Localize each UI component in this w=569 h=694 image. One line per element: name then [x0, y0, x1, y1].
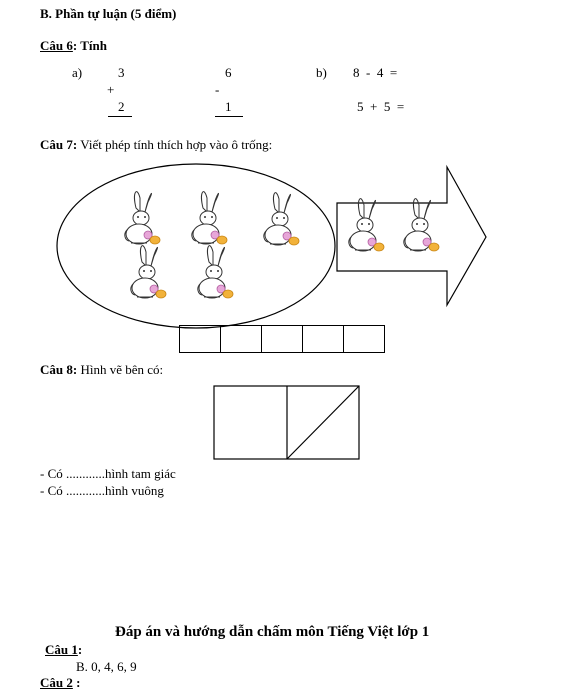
answer-q2-label: Câu 2 — [40, 675, 73, 690]
answer-box[interactable] — [343, 325, 385, 353]
section-b-title: B. Phần tự luận (5 điểm) — [40, 6, 177, 21]
answer-q2-colon: : — [72, 675, 81, 690]
q6-part-a: a) — [72, 65, 83, 80]
q6-expression-1: 8 - 4 = — [353, 65, 398, 80]
rabbit-icon — [404, 199, 439, 251]
answer-key-title: Đáp án và hướng dẫn chấm môn Tiếng Việt lớp 1 — [115, 624, 430, 640]
q6-label: Câu 6 — [40, 38, 73, 53]
q6-expression-2: 5 + 5 = — [357, 99, 405, 114]
answer-box[interactable] — [179, 325, 221, 353]
rabbit-icon — [131, 246, 166, 298]
q7-label: Câu 7: — [40, 137, 78, 152]
answer-box[interactable] — [220, 325, 262, 353]
q7-text: Viết phép tính thích hợp vào ô trống: — [77, 137, 273, 152]
q8-triangle-line: - Có ............hình tam giác — [40, 466, 176, 481]
rabbit-icon — [349, 199, 384, 251]
q6-add-bottom: 2 — [118, 99, 125, 114]
rabbit-icon — [264, 193, 299, 245]
q8-square-line: - Có ............hình vuông — [40, 483, 164, 498]
q6-add-operator: + — [107, 82, 115, 97]
answer-q1-heading — [45, 643, 82, 656]
rabbit-icon — [125, 192, 160, 244]
answer-q1-value: B. 0, 4, 6, 9 — [76, 659, 137, 674]
q8-figure — [213, 385, 361, 461]
answer-box[interactable] — [302, 325, 344, 353]
diagonal-line — [287, 386, 359, 459]
rabbit-icon — [192, 192, 227, 244]
q6-add-top: 3 — [118, 65, 125, 80]
answer-box[interactable] — [261, 325, 303, 353]
answer-q1-colon: : — [77, 642, 83, 657]
answer-q1-label: Câu 1 — [45, 642, 78, 657]
q7-answer-boxes — [180, 325, 385, 353]
rabbit-icon — [198, 246, 233, 298]
q8-text: Hình vẽ bên có: — [77, 362, 164, 377]
rabbit-group-oval — [57, 164, 335, 328]
q8-label: Câu 8: — [40, 362, 78, 377]
q6-sub-operator: - — [215, 82, 220, 97]
q6-sub-top: 6 — [225, 65, 232, 80]
q6-sub-bottom: 1 — [225, 99, 232, 114]
q6-title: : Tính — [72, 38, 107, 53]
answer-q2-heading — [40, 676, 80, 689]
q6-part-b: b) — [316, 65, 327, 80]
q8-heading — [40, 363, 163, 376]
